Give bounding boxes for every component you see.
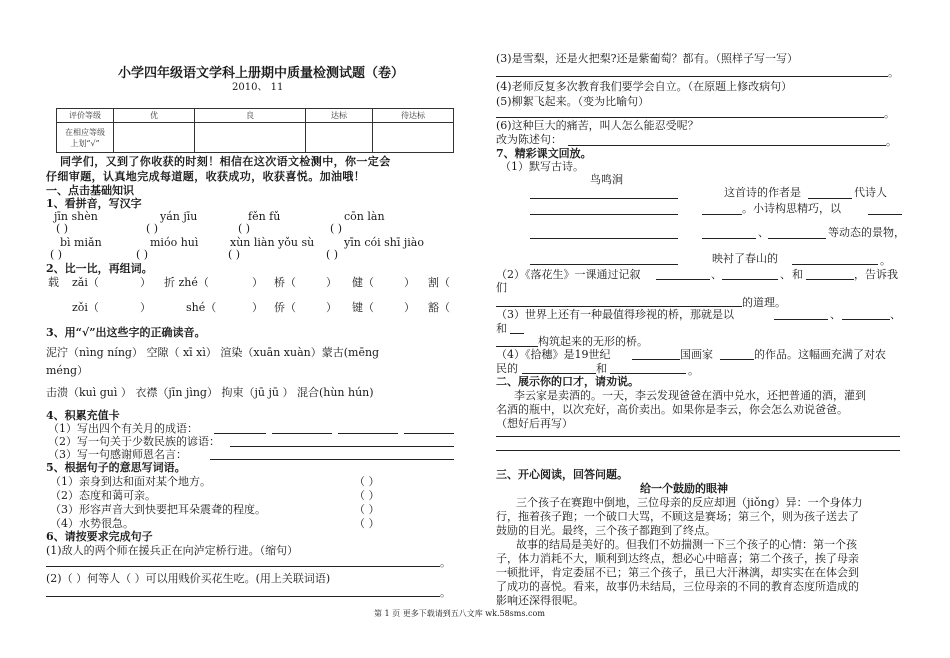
grade-table: [56, 108, 454, 153]
answer-line[interactable]: [522, 373, 596, 374]
q4-item-2: （2）写一句关于少数民族的谚语：: [48, 435, 220, 448]
s7-4-tail: 的作品。这幅画充满了对农: [754, 348, 886, 361]
answer-line[interactable]: [568, 145, 886, 146]
s7-spring: 映衬了春山的: [712, 252, 778, 265]
q4-heading: 4、积累充值卡: [46, 409, 120, 422]
compare-item[interactable]: 折 zhé（: [164, 276, 209, 289]
s7-sep: 、: [758, 226, 769, 239]
r-q3: (3)是雪梨，还是火把梨?还是紫葡萄？都有。（照样子写一写）: [496, 52, 798, 65]
compare-item[interactable]: 侨（: [274, 301, 296, 314]
answer-line[interactable]: [338, 433, 398, 434]
answer-paren[interactable]: ( ): [136, 248, 149, 261]
answer-paren[interactable]: ( ): [146, 222, 159, 235]
reading-title: 给一个鼓励的眼神: [640, 482, 728, 495]
compare-char: 载: [48, 276, 59, 289]
reading-line-1[interactable]: 泥泞（nìng níng） 空隙（ xī xì） 渲染（xuān xuàn）蒙古(mēng: [46, 346, 380, 359]
section-1-heading: 一、点击基础知识: [46, 184, 134, 197]
answer-paren[interactable]: （ ）: [354, 503, 380, 516]
answer-paren[interactable]: ( ): [56, 222, 69, 235]
s7-2-end: 的道理。: [742, 296, 786, 309]
poem-line[interactable]: [530, 198, 678, 199]
para1-line: 三个孩子在赛跑中倒地，三位母亲的反应却迥（jiǒng）异：一个身体力: [516, 496, 863, 509]
para1-line: 鼓励的目光。最终，三个孩子都跑到了终点。: [496, 524, 716, 537]
grade-row-label: [57, 123, 114, 153]
para2-line: 故事的结局是美好的。但我们不妨揣测一下三个孩子的心情：第一个孩: [516, 538, 857, 551]
q5-item: （1）亲身到达和面对某个地方。: [50, 475, 211, 488]
reading-line-1b[interactable]: méng）: [46, 364, 89, 377]
r-q6b: 改为陈述句：: [496, 133, 562, 146]
s7-3-end: 构筑起来的无形的桥。: [538, 335, 648, 348]
answer-line[interactable]: [214, 433, 266, 434]
compare-item[interactable]: zǒi（: [72, 301, 99, 314]
poem-line[interactable]: [530, 264, 678, 265]
q5-item: （3）形容声音大到快要把耳朵震聋的程度。: [50, 503, 266, 516]
s7-2-wrap: 们: [496, 281, 507, 294]
answer-line[interactable]: [702, 238, 756, 239]
compare-item: ）: [140, 301, 151, 314]
period-mark: 。: [886, 135, 897, 148]
para2-line: 了成功的喜悦。看来，故事仍未结局，三位母亲的不同的教育态度所造成的: [496, 580, 859, 593]
pinyin-item: yán jīu: [160, 210, 198, 223]
poem-title: 鸟鸣涧: [590, 173, 623, 186]
compare-item: ）: [404, 276, 415, 289]
answer-paren[interactable]: （ ）: [354, 489, 380, 502]
answer-line[interactable]: [404, 433, 454, 434]
grade-row-label-line1: 在相应等级: [65, 127, 105, 137]
reading-line-2[interactable]: 击溃（kuì guì ） 衣襟（jīn jìng） 拘束（jū jū ） 混合(hùn hún): [46, 386, 374, 399]
answer-line[interactable]: [806, 279, 854, 280]
period-mark: 。: [888, 66, 899, 79]
pinyin-item: bì miǎn: [60, 236, 102, 249]
exam-date: 2010、 11: [232, 82, 284, 93]
section-7-heading: 7、精彩课文回放。: [496, 147, 592, 160]
answer-paren[interactable]: ( ): [228, 248, 241, 261]
answer-line[interactable]: [496, 450, 900, 451]
q3-heading: 3、用“√”出这些字的正确读音。: [46, 326, 206, 339]
s7-1: （1）默写古诗。: [500, 160, 584, 173]
grade-header-cell: 良: [195, 109, 306, 123]
grade-row-label-line2: 上划“√”: [70, 138, 100, 148]
poem-line[interactable]: [530, 214, 678, 215]
answer-line[interactable]: [868, 214, 902, 215]
s7-poet: 代诗人: [854, 186, 887, 199]
story-line-3: （想好后再写）: [496, 417, 573, 430]
q6-item-1: (1)敌人的两个师在援兵正在向泸定桥行进。（缩句）: [46, 544, 299, 557]
para2-line: 子，体力消耗不大，顺利到达终点，想必心中暗喜；第二个孩子，挨了母亲: [496, 552, 859, 565]
grade-cell-pass[interactable]: [306, 123, 373, 153]
para2-line: 影响还深得很呢。: [496, 594, 584, 607]
answer-line[interactable]: [496, 306, 742, 307]
pinyin-item: mióo huì: [150, 236, 199, 249]
s7-4-wrap: 民的: [496, 362, 518, 375]
compare-item: ）: [252, 276, 263, 289]
s7-3: （3）世界上还有一种最值得珍视的桥，那就是以: [496, 308, 734, 321]
period-mark: 。: [884, 107, 895, 120]
s7-dyn: 等动态的景物，: [828, 226, 905, 239]
pinyin-item: xùn liàn yǒu sù: [230, 236, 315, 249]
compare-item[interactable]: 割（: [428, 276, 450, 289]
pinyin-item: jīn shèn: [54, 210, 98, 223]
answer-line[interactable]: [510, 333, 524, 334]
section-2-heading: 二、展示你的口才，请劝说。: [496, 375, 639, 388]
compare-item: ）: [326, 301, 337, 314]
page-title: 小学四年级语文学科上册期中质量检测试题（卷）: [118, 66, 405, 81]
grade-cell-fail[interactable]: [373, 123, 454, 153]
grade-cell-excellent[interactable]: [114, 123, 195, 153]
intro-line-1: 同学们，又到了你收获的时刻！相信在这次语文检测中，你一定会: [60, 155, 391, 168]
answer-paren[interactable]: （ ）: [354, 517, 380, 530]
answer-paren[interactable]: ( ): [238, 222, 251, 235]
s7-2-sep: 、: [780, 268, 791, 281]
period-mark: 。: [440, 586, 451, 599]
para2-line: 一顿批评，肯定委屈不已；第三个孩子，虽已大汗淋漓，却实实在在体会到: [496, 566, 859, 579]
section-3-heading: 三、开心阅读，回答问题。: [496, 468, 628, 481]
answer-paren[interactable]: ( ): [330, 222, 343, 235]
q5-item: （2）态度和蔼可亲。: [50, 489, 156, 502]
answer-line[interactable]: [842, 319, 890, 320]
s7-author: 这首诗的作者是: [724, 186, 801, 199]
compare-item[interactable]: zǎi（: [72, 276, 99, 289]
q1-heading: 1、看拼音，写汉字: [46, 197, 142, 210]
compare-item: ）: [252, 301, 263, 314]
r-q5: (5)柳絮飞起来。（变为比喻句）: [496, 95, 650, 108]
answer-line[interactable]: [272, 433, 332, 434]
compare-item: ）: [404, 301, 415, 314]
period-mark: 。: [688, 364, 699, 377]
answer-paren[interactable]: ( ): [326, 248, 339, 261]
compare-item: ）: [326, 276, 337, 289]
compare-item: ）: [140, 276, 151, 289]
compare-item[interactable]: 桥（: [274, 276, 296, 289]
s7-2-sep: 、: [711, 268, 722, 281]
answer-line[interactable]: [768, 238, 826, 239]
q4-item-1: （1）写出四个有关月的成语：: [48, 422, 198, 435]
answer-line[interactable]: [496, 436, 900, 437]
answer-paren[interactable]: （ ）: [354, 475, 380, 488]
story-line-1: 李云家是卖酒的。一天，李云发现爸爸在酒中兑水，还把普通的酒，灌到: [514, 389, 866, 402]
answer-line[interactable]: [792, 264, 878, 265]
q6-item-2: (2)（ ）何等人（ ）可以用贱价买花生吃。(用上关联词语): [46, 572, 331, 585]
r-q4: (4)老师反复多次教育我们要学会自立。（在原题上修改病句）: [496, 80, 793, 93]
story-line-2: 名酒的瓶中，以次充好，高价卖出。如果你是李云，你会怎么劝说爸爸。: [496, 403, 848, 416]
period-mark: 。: [880, 254, 891, 267]
s7-4: （4）《拾穗》是19世纪: [496, 348, 611, 361]
answer-line[interactable]: [496, 346, 538, 347]
answer-line[interactable]: [656, 279, 710, 280]
intro-line-2: 仔细审题，认真地完成每道题，收获成功，收获喜悦。加油哦！: [46, 170, 366, 183]
pinyin-item: yīn cói shī jiào: [344, 236, 424, 249]
answer-line[interactable]: [720, 359, 754, 360]
answer-line[interactable]: [632, 359, 680, 360]
s7-3-sep: 、: [890, 308, 901, 321]
q2-heading: 2、比一比，再组词。: [46, 262, 153, 275]
answer-line[interactable]: [210, 459, 454, 460]
grade-header-cell: 达标: [306, 109, 373, 123]
answer-paren[interactable]: ( ): [50, 248, 63, 261]
grade-header-cell: 待达标: [373, 109, 454, 123]
answer-line[interactable]: [230, 446, 454, 447]
q5-heading: 5、根据句子的意思写词语。: [46, 461, 186, 474]
answer-line[interactable]: [808, 198, 852, 199]
s7-4-and: 和: [596, 362, 607, 375]
period-mark: 。: [440, 556, 451, 569]
q4-item-3: （3）写一句感谢师恩名言：: [48, 448, 187, 461]
s7-2-tail: ，告诉我: [854, 268, 898, 281]
r-q6: (6)这种巨大的痛苦，叫人怎么能忍受呢？: [496, 119, 699, 132]
compare-item[interactable]: shé（: [186, 301, 217, 314]
compare-item[interactable]: 豁（: [428, 301, 450, 314]
answer-line[interactable]: [702, 214, 742, 215]
q5-item: （4）水势很急。: [50, 517, 134, 530]
answer-line[interactable]: [722, 279, 778, 280]
poem-line[interactable]: [530, 238, 678, 239]
answer-line[interactable]: [46, 566, 440, 567]
answer-line[interactable]: [610, 373, 686, 374]
page-footer: 第 1 页 更多下载请到五八文库 wk.58sms.com: [374, 609, 545, 618]
answer-line[interactable]: [774, 319, 828, 320]
compare-item[interactable]: 健（: [352, 276, 374, 289]
compare-item[interactable]: 键（: [352, 301, 374, 314]
pinyin-item: cōn làn: [344, 210, 385, 223]
s7-concept: 。小诗构思精巧，以: [742, 202, 841, 215]
grade-header-cell: 优: [114, 109, 195, 123]
s7-3-and: 和: [496, 322, 507, 335]
answer-line[interactable]: [496, 76, 888, 77]
s7-2-and: 和: [792, 268, 803, 281]
pinyin-item: fěn fǔ: [248, 210, 281, 223]
grade-header-cell: 评价等级: [57, 109, 114, 123]
answer-line[interactable]: [496, 117, 884, 118]
para1-line: 行，拖着孩子跑；一个破口大骂，不顾这是赛场；第三个，则为孩子送去了: [496, 510, 859, 523]
s7-4-country: 国画家: [680, 348, 713, 361]
s7-2: （2）《落花生》一课通过记叙: [496, 268, 641, 281]
s7-3-sep: 、: [830, 308, 841, 321]
answer-line[interactable]: [46, 596, 440, 597]
grade-cell-good[interactable]: [195, 123, 306, 153]
q6-heading: 6、请按要求完成句子: [46, 530, 153, 543]
